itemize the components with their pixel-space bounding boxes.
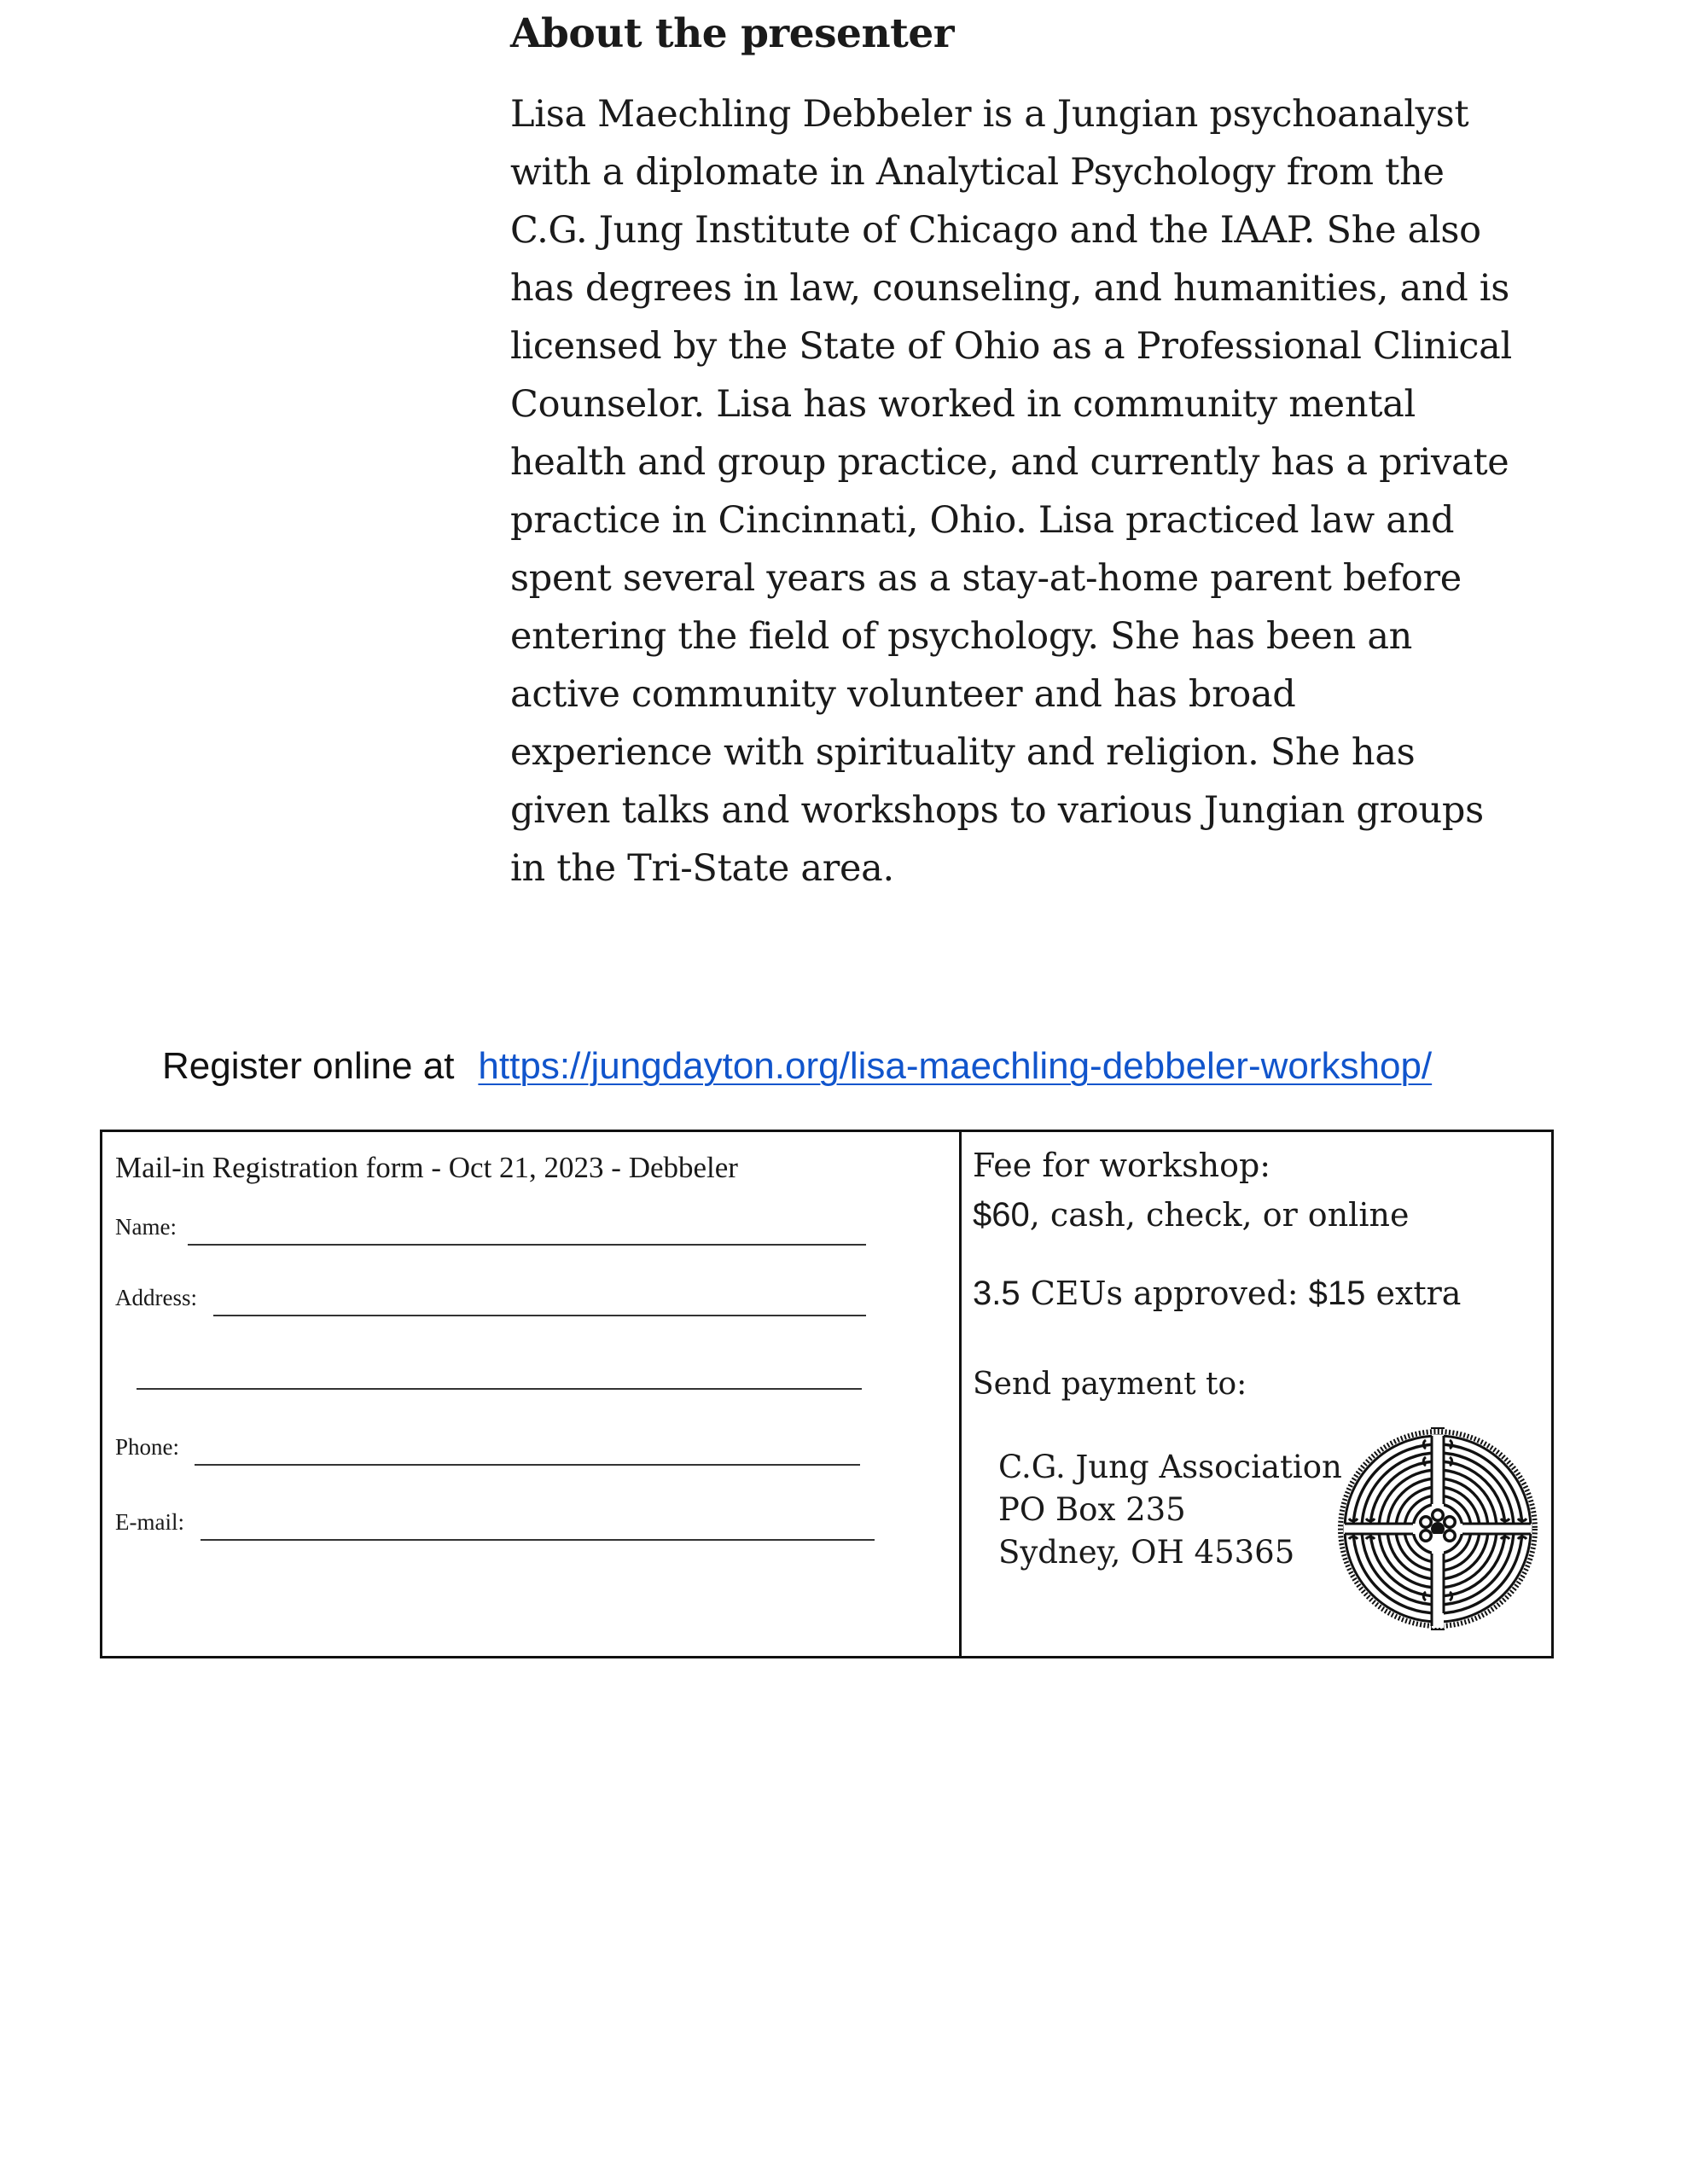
phone-label: Phone: [115,1434,180,1460]
address-field [115,1282,866,1316]
register-label: Register online at [162,1045,455,1087]
presenter-bio [510,85,1560,897]
email-input-line[interactable] [201,1539,875,1541]
name-input-line[interactable] [188,1244,866,1246]
address-label: Address: [115,1285,197,1310]
ceu-count: 3.5 [973,1275,1020,1312]
registration-box [100,1130,1554,1658]
phone-input-line[interactable] [195,1464,860,1466]
address-input-line[interactable] [213,1315,866,1316]
bio-line: Lisa Maechling Debbeler is a Jungian psychoanalyst [510,93,1469,136]
column-divider [959,1132,962,1656]
ceu-info [973,1269,1461,1318]
bio-line: with a diplomate in Analytical Psychology from the [510,151,1445,194]
payee-city: Sydney, OH 45365 [998,1534,1295,1571]
form-title: Mail-in Registration form - Oct 21, 2023 - Debbeler [115,1151,738,1184]
bio-line: entering the field of psychology. She has been an [510,615,1413,658]
bio-line: licensed by the State of Ohio as a Professional Clinical [510,325,1512,368]
bio-line: health and group practice, and currently has a private [510,441,1509,484]
bio-line: in the Tri-State area. [510,847,894,890]
name-label: Name: [115,1214,177,1240]
bio-line: experience with spirituality and religion. She has [510,731,1416,774]
bio-line: active community volunteer and has broad [510,673,1296,716]
payee-address [998,1446,1342,1574]
bio-line: C.G. Jung Institute of Chicago and the IAAP. She also [510,209,1481,252]
labyrinth-logo-icon [1335,1426,1540,1631]
fee-price-line [973,1190,1409,1240]
fee-payment-methods: , cash, check, or online [1029,1196,1410,1234]
bio-line: Counselor. Lisa has worked in community mental [510,383,1416,426]
bio-line: has degrees in law, counseling, and humanities, and is [510,267,1510,310]
registration-link[interactable]: https://jungdayton.org/lisa-maechling-debbeler-workshop/ [478,1045,1433,1087]
about-presenter-section [510,9,1560,897]
payee-po-box: PO Box 235 [998,1491,1186,1528]
about-heading: About the presenter [510,10,955,57]
ceu-price: $15 [1308,1275,1366,1312]
fee-info [973,1141,1409,1240]
email-label: E-mail: [115,1509,184,1535]
fee-price: $60 [973,1196,1030,1234]
bio-line: practice in Cincinnati, Ohio. Lisa practiced law and [510,499,1455,542]
ceu-text: CEUs approved: [1020,1275,1309,1312]
bio-line: spent several years as a stay-at-home parent before [510,557,1462,600]
phone-field [115,1432,866,1466]
bio-line: given talks and workshops to various Jungian groups [510,789,1484,832]
fee-heading: Fee for workshop: [973,1147,1271,1184]
address-line-2-field [115,1356,866,1390]
name-field [115,1211,866,1246]
address-input-line-2[interactable] [137,1388,862,1390]
register-online-line [162,1041,1432,1092]
payee-name: C.G. Jung Association [998,1449,1342,1485]
ceu-suffix: extra [1365,1275,1462,1312]
email-field [115,1507,875,1541]
send-payment-label: Send payment to: [973,1367,1247,1402]
